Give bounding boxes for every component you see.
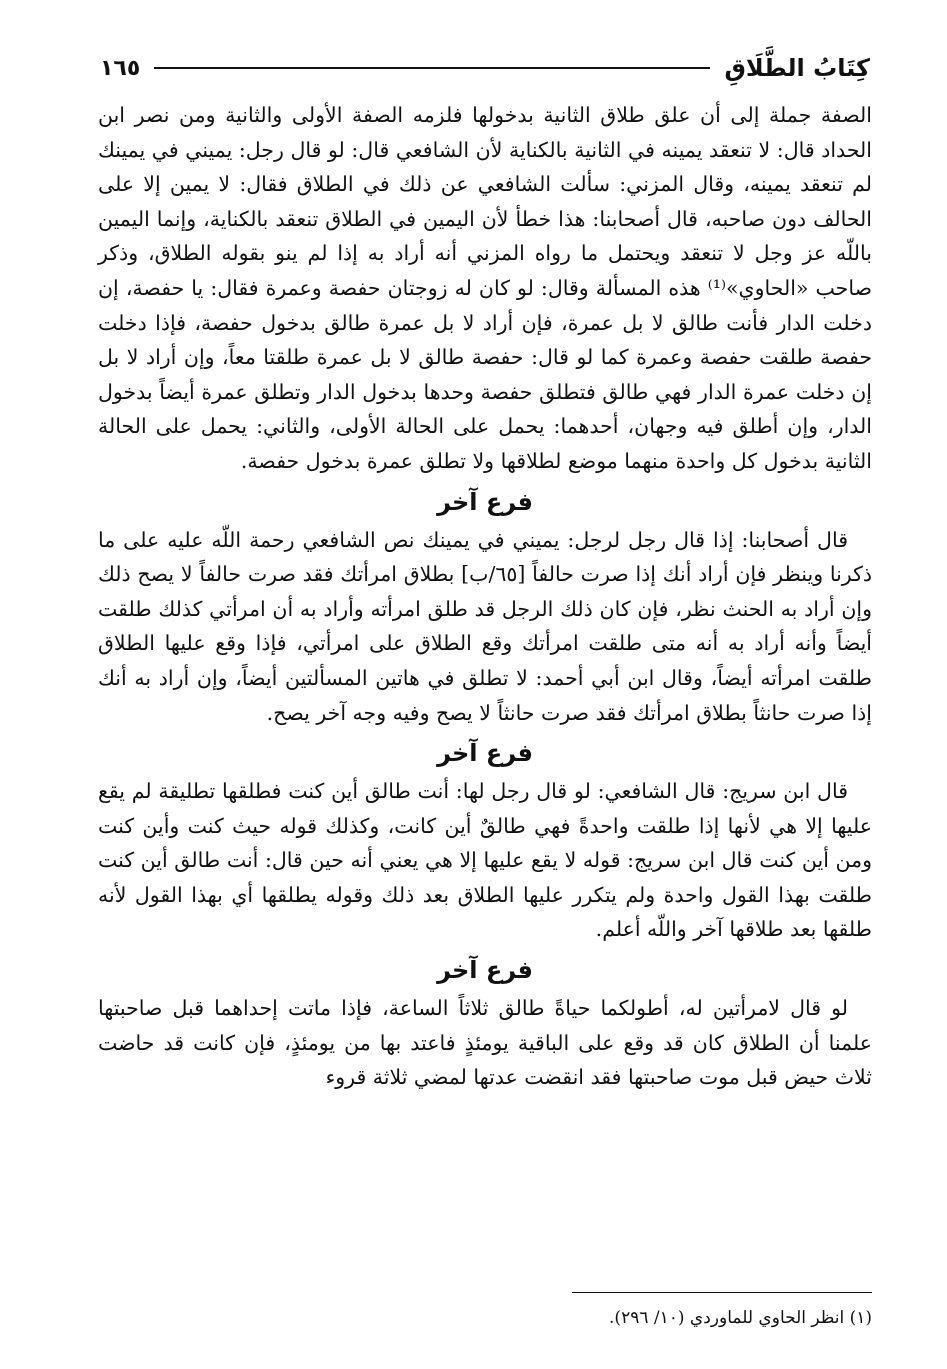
page-number: ١٦٥ (100, 55, 141, 81)
paragraph: قال أصحابنا: إذا قال رجل لرجل: يميني في يمينك نص الشافعي رحمة اللّه عليه على ما ذكرنا وينظر فإن أراد أنك إذا صرت حالفاً [٦٥/ب] بطلاق امرأتك فقد صرت حالفاً لا يصح ذلك وإن أراد به الحنث نظر، فإن كان ذلك الرجل قد طلق امرأته وأراد به أن امرأتي كذلك طلقت أيضاً وأنه أراد به أنه متى طلقت امرأتك وقع الطلاق على امرأتي، فإذا وقع عليها الطلاق طلقت امرأته أيضاً، وقال ابن أبي أحمد: لا تطلق في هاتين المسألتين أيضاً، وإن أراد به أنك إذا صرت حانثاً بطلاق امرأتك فقد صرت حانثاً لا يصح وفيه وجه آخر يصح. (98, 527, 873, 725)
footnote-divider (572, 1292, 872, 1293)
running-head (100, 48, 870, 88)
section-heading: فرع آخر (437, 739, 533, 768)
section-heading: فرع آخر (437, 487, 533, 516)
chapter-title: كِتَابُ الطَّلَاقِ (724, 54, 870, 82)
body-text (98, 98, 872, 1095)
paragraph: قال ابن سريج: قال الشافعي: لو قال رجل لها: أنت طالق أين كنت فطلقها تطليقة لم يقع عليها إلا هي لأنها إذا طلقت واحدةً فهي طالقٌ أين كانت، وكذلك قوله حيث كنت وأين كنت ومن أين كنت قال ابن سريج: قوله لا يقع عليها إلا هي يعني أنه حين قال: أنت طالق أين كنت طلقت بهذا القول واحدة ولم يتكرر عليها الطلاق بعد ذلك وقوله يطلقها أي بهذا القول لأنه طلقها بعد طلاقها آخر واللّه أعلم. (98, 779, 872, 942)
section-heading: فرع آخر (437, 956, 533, 985)
header-rule (154, 67, 710, 69)
paragraph: الصفة جملة إلى أن علق طلاق الثانية بدخولها فلزمه الصفة الأولى والثانية ومن نصر ابن الحداد قال: لا تنعقد يمينه في الثانية بالكناية لأن الشافعي قال: لو قال رجل: يميني في يمينك لم تنعقد يمينه، وقال المزني: سألت الشافعي عن ذلك في الطلاق فقال: لا يمين إلا على الحالف دون صاحبه، قال أصحابنا: هذا خطأ لأن اليمين في الطلاق تنعقد بالكناية، وإنما اليمين باللّه عز وجل لا تنعقد ويحتمل ما رواه المزني أنه أراد به إذا لم ينو بقوله الطلاق، وذكر صاحب «الحاوي»⁽¹⁾ هذه المسألة وقال: لو كان له زوجتان حفصة وعمرة فقال: يا حفصة، إن دخلت الدار فأنت طالق لا بل عمرة، فإن أراد لا بل عمرة طالق بدخول حفصة، فإذا دخلت حفصة طلقت حفصة وعمرة كما لو قال: حفصة طالق لا بل عمرة طلقتا معاً، وإن أراد لا بل إن دخلت عمرة الدار فهي طالق فتطلق حفصة وحدها بدخول الدار وتطلق عمرة أيضاً بدخول الدار، وإن أطلق فيه وجهان، أحدهما: يحمل على الحالة الأولى، والثاني: يحمل على الحالة الثانية بدخول كل واحدة منهما موضع لطلاقها ولا تطلق عمرة بدخول حفصة. (98, 103, 872, 473)
paragraph: لو قال لامرأتين له، أطولكما حياةً طالق ثلاثاً الساعة، فإذا ماتت إحداهما قبل صاحبتها علمنا أن الطلاق كان قد وقع على الباقية يومئذٍ فاعتد بها من يومئذٍ، فإن كانت قد حاضت ثلاث حيض قبل موت صاحبتها فقد انقضت عدتها لمضي ثلاثة قروء (98, 996, 872, 1090)
footnote: (١) انظر الحاوي للماوردي (١٠/ ٢٩٦). (609, 1308, 872, 1328)
